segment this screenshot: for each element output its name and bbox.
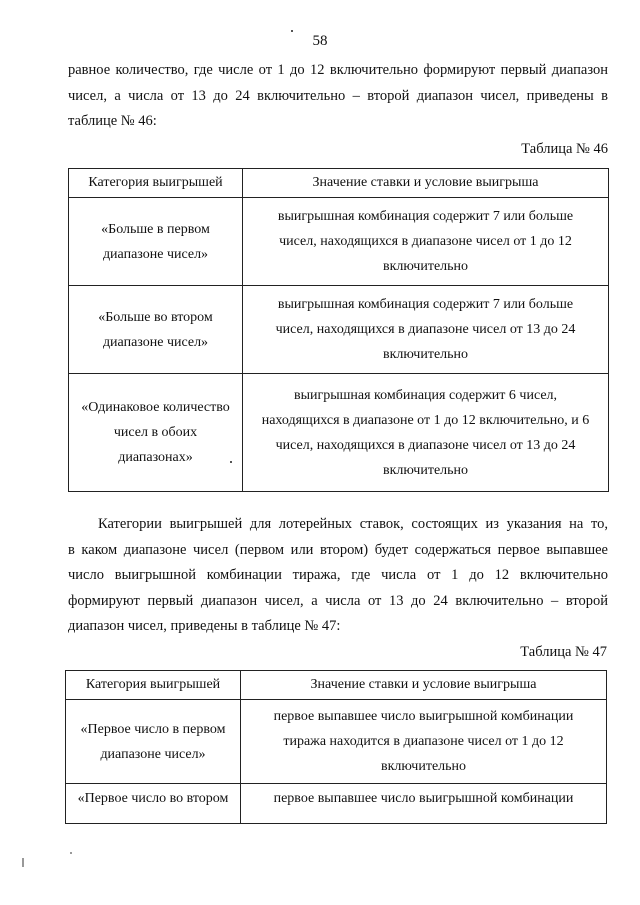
category-cell: «Первое число во втором <box>66 784 241 824</box>
condition-cell: первое выпавшее число выигрышной комбинации тиража находится в диапазоне чисел от 1 до 12 включительно <box>241 700 607 784</box>
table-header-row <box>66 671 607 700</box>
table46 <box>68 168 609 492</box>
second-line: число выигрышной комбинации тиража, где числа от 1 до 12 включительно <box>68 567 608 583</box>
header-category: Категория выигрышей <box>66 671 241 700</box>
condition-cell: первое выпавшее число выигрышной комбинации <box>241 784 607 824</box>
header-category: Категория выигрышей <box>69 169 243 198</box>
second-line: Категории выигрышей для лотерейных ставок, состоящих из указания на то, <box>98 516 608 532</box>
intro-line: равное количество, где числе от 1 до 12 включительно формируют первый диапазон <box>68 62 608 78</box>
category-cell: «Больше во втором диапазоне чисел» <box>69 286 243 374</box>
condition-cell: выигрышная комбинация содержит 7 или больше чисел, находящихся в диапазоне чисел от 13 до 24 включительно <box>243 286 609 374</box>
table-row <box>66 700 607 784</box>
intro-line: чисел, а числа от 13 до 24 включительно – второй диапазон чисел, приведены в <box>68 87 608 104</box>
condition-cell: выигрышная комбинация содержит 6 чисел, находящихся в диапазоне от 1 до 12 включительно, и 6 чисел, находящихся в диапазоне чисел от 13 до 24 включительно <box>243 374 609 492</box>
table47 <box>65 670 607 824</box>
scan-speck <box>230 461 232 463</box>
table-row <box>69 374 609 492</box>
table-row <box>69 286 609 374</box>
page-number: 58 <box>312 33 328 49</box>
category-cell: «Одинаковое количество чисел в обоих диапазонах» <box>69 374 243 492</box>
intro-line: таблице № 46: <box>68 113 157 129</box>
second-paragraph <box>68 512 608 640</box>
condition-cell: выигрышная комбинация содержит 7 или больше чисел, находящихся в диапазоне чисел от 1 до 12 включительно <box>243 198 609 286</box>
table47-caption: Таблица № 47 <box>520 644 607 660</box>
table-row <box>66 784 607 824</box>
table-row <box>69 198 609 286</box>
category-cell: «Первое число в первом диапазоне чисел» <box>66 700 241 784</box>
header-condition: Значение ставки и условие выигрыша <box>243 169 609 198</box>
table-header-row <box>69 169 609 198</box>
second-line: формируют первый диапазон чисел, а числа от 13 до 24 включительно – второй <box>68 592 608 609</box>
header-condition: Значение ставки и условие выигрыша <box>241 671 607 700</box>
second-line: в каком диапазоне чисел (первом или втором) будет содержаться первое выпавшее <box>68 541 608 558</box>
scan-speck <box>291 30 293 32</box>
category-cell: «Больше в первом диапазоне чисел» <box>69 198 243 286</box>
intro-paragraph <box>68 58 608 135</box>
second-line: диапазон чисел, приведены в таблице № 47: <box>68 618 341 634</box>
scan-speck <box>22 858 24 867</box>
table46-caption: Таблица № 46 <box>521 141 608 157</box>
scan-speck <box>70 852 72 854</box>
